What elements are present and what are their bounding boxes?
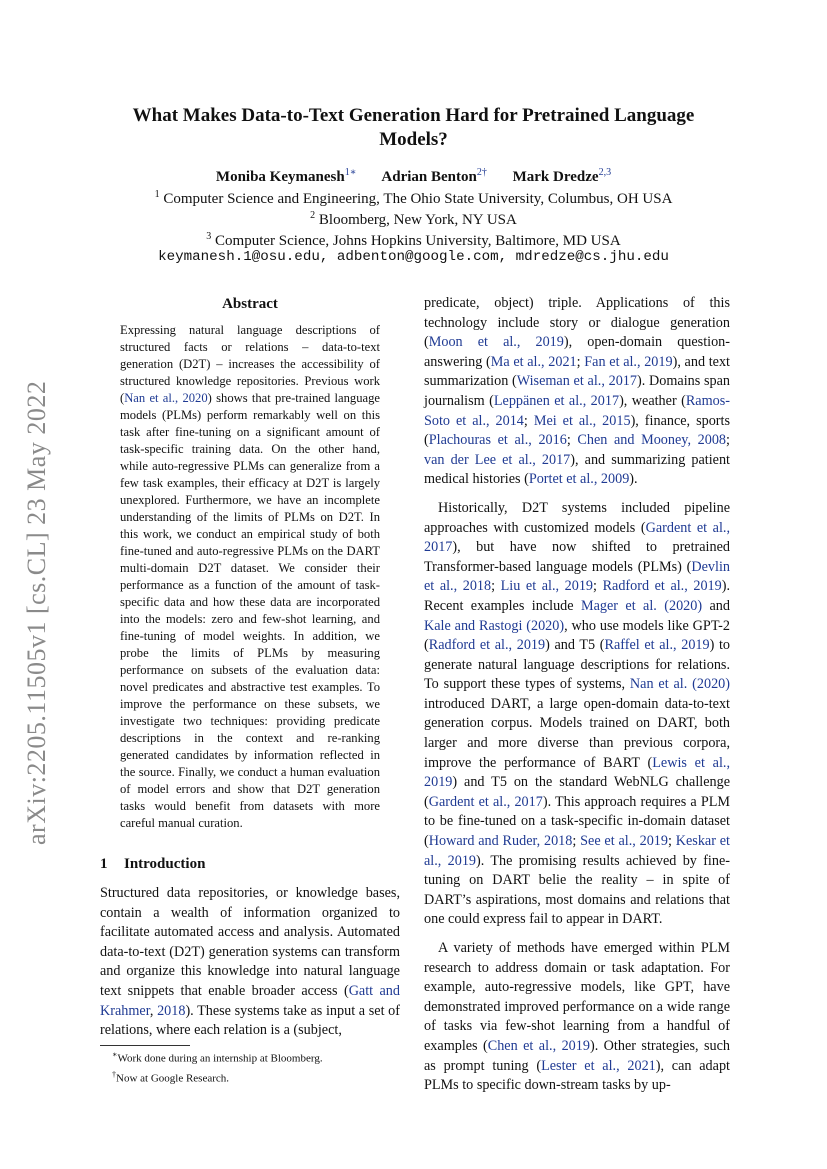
text-run: ; [668,833,676,850]
text-run: and [702,597,730,614]
author-affil-mark: 2,3 [598,167,612,178]
text-run: ). These systems take as input a set of relations, where each relation is a (subject, [100,1002,400,1039]
citation-link[interactable]: van der Lee et al., 2017 [424,451,571,468]
body-paragraph [424,939,730,1096]
citation-link[interactable]: Raffel et al., 2019 [604,637,710,654]
text-run: ; [523,412,534,429]
affiliation-text: Computer Science and Engineering, The Ohio State University, Columbus, OH USA [163,191,673,207]
citation-link[interactable]: Fan et al., 2019 [584,353,673,370]
text-run: ). Recent examples include [424,578,731,614]
text-run: A variety of methods have emerged within PLM research to address domain or task adaptation. For example, auto-regressive models, like GPT, have demonstrated improved performance on a wide range of tasks via few-shot learning from a handful of examples ( [424,940,730,1054]
text-run: ; [491,578,501,595]
author-list [100,163,727,187]
text-run: introduced DART, a large open-domain data-to-text generation corpus. Models trained on DART, both larger and more diverse than previous corpora, improve the performance of BART ( [424,695,730,771]
citation-link[interactable]: Wiseman et al., 2017 [516,373,637,390]
paper-title: What Makes Data-to-Text Generation Hard for Pretrained Language Models? [132,105,695,150]
text-run: Expressing natural language descriptions of structured facts or relations – data-to-text generation (D2T) – increases the accessibility of structured knowledge repositories. Previous work ( [120,323,380,405]
citation-link[interactable]: Lewis et al., 2019 [424,754,730,791]
footnote-text: Work done during an internship at Bloomberg. [117,1052,323,1065]
right-column [424,294,730,1105]
citation-link[interactable]: Gatt and Krahmer [100,982,400,1019]
text-run: ; [572,833,581,850]
text-run: ), and summarizing patient medical histories ( [424,451,730,488]
abstract-heading: Abstract [222,296,278,312]
footnote-text: Now at Google Research. [116,1072,230,1085]
citation-link[interactable]: Lester et al., 2021 [541,1057,656,1074]
citation-link[interactable]: See et al., 2019 [580,833,668,850]
citation-link[interactable]: Nan et al. (2020) [629,676,730,693]
text-run: ), open-domain question-answering ( [424,334,730,370]
author-emails: keymanesh.1@osu.edu, adbenton@google.com, mdredze@cs.jhu.edu [158,249,669,265]
text-run: ), but have now shifted to pretrained Transformer-based language models (PLMs) ( [424,539,730,575]
text-run: ; [576,353,585,370]
text-run: ). This approach requires a PLM to be fine-tuned on a task-specific in-domain dataset ( [424,793,730,850]
text-run: ). [629,471,638,488]
citation-link[interactable]: Howard and Ruder, 2018 [428,833,573,850]
citation-link[interactable]: Portet et al., 2009 [528,471,630,488]
footnote [112,1047,323,1067]
text-run: ), weather ( [619,392,686,409]
citation-link[interactable]: Nan et al., 2020 [124,391,208,405]
citation-link[interactable]: Mei et al., 2015 [533,412,631,429]
author-name: Adrian Benton [381,169,477,185]
author-affil-mark: 1∗ [344,167,357,178]
text-run: ; [566,432,578,449]
citation-link[interactable]: Gardent et al., 2017 [428,793,543,810]
text-run: ) and T5 ( [545,637,605,654]
abstract-body [120,322,380,832]
text-run: ), and text summarization ( [424,353,730,390]
citation-link[interactable]: Radford et al., 2019 [602,578,722,595]
author-affil-mark: 2† [476,167,487,178]
text-run: ) and T5 on the standard WebNLG challenge ( [424,774,730,810]
footnote-mark: † [112,1069,116,1079]
text-run: ), can adapt PLMs to specific down-stream tasks by up- [424,1057,730,1094]
affiliation-mark: 2 [310,210,316,221]
citation-link[interactable]: Mager et al. (2020) [580,597,703,614]
citation-link[interactable]: Chen and Mooney, 2008 [577,432,727,449]
citation-link[interactable]: Gardent et al., 2017 [424,519,730,556]
citation-link[interactable]: Kale and Rastogi (2020) [424,617,565,634]
footnote-rule [100,1045,190,1046]
text-run: ). Domains span journalism ( [424,373,730,409]
citation-link[interactable]: Moon et al., 2019 [428,334,564,351]
citation-link[interactable]: Plachouras et al., 2016 [428,432,567,449]
citation-link[interactable]: Ramos-Soto et al., 2014 [424,392,730,429]
body-paragraph [424,499,730,930]
citation-link[interactable]: Radford et al., 2019 [428,637,546,654]
citation-link[interactable]: Liu et al., 2019 [500,578,594,595]
author-name: Mark Dredze [512,169,599,185]
text-run: Historically, D2T systems included pipeline approaches with customized models ( [424,499,730,536]
citation-link[interactable]: Chen et al., 2019 [487,1037,590,1054]
footnote-mark: ∗ [112,1050,118,1059]
citation-link[interactable]: Leppänen et al., 2017 [493,392,620,409]
footnote [112,1067,323,1087]
text-run: ). The promising results achieved by fine-tuning on DART belie the reality – in spite of DART’s aspirations, most domains and relations that one could express fail to appear in DART. [424,852,730,928]
affiliation-text: Bloomberg, New York, NY USA [318,212,517,228]
section-heading [100,856,205,873]
author-name: Moniba Keymanesh [215,169,345,185]
text-run: ). Other strategies, such as prompt tuning ( [424,1037,730,1074]
affiliation-mark: 1 [154,189,160,200]
intro-paragraph [100,884,400,1041]
affiliation-text: Computer Science, Johns Hopkins University, Baltimore, MD USA [215,233,621,249]
arxiv-side-stamp: arXiv:2205.11505v1 [cs.CL] 23 May 2022 [22,380,51,845]
text-run: ), finance, sports ( [424,412,730,449]
text-run: ) shows that pre-trained language models (PLMs) perform remarkably well on this task after fine-tuning on a significant amount of task-specific training data. On the other hand, while auto-regressive PLMs can generalize from a few task examples, their efficacy at D2T is largely unexplored. Furthermore, we have an incomplete understanding of the limits of PLMs on D2T. In this work, we conduct an empirical study of both fine-tuned and auto-regressive PLMs on the DART multi-domain D2T dataset. We consider their performance as a function of the amount of task-specific data and how these data are incorporated into the models: zero and few-shot learning, and fine-tuning of model weights. In addition, we probe the limits of PLMs by measuring performance on subsets of the evaluation data: novel predicates and abstractive test examples. To improve the performance on these subsets, we investigate two techniques: providing predicate descriptions in the context and re-ranking generated candidates by information reflected in the source. Finally, we conduct a human evaluation of model errors and show that D2T generation tasks would benefit from datasets with more careful manual curation. [120,391,380,830]
affiliation-mark: 3 [206,231,212,242]
citation-link[interactable]: Keskar et al., 2019 [424,833,730,869]
section-number: 1 [100,856,108,872]
text-run: , who use models like GPT-2 ( [424,617,730,654]
text-run: , [149,1002,158,1019]
citation-link[interactable]: Devlin et al., 2018 [424,558,730,595]
citation-link[interactable]: Ma et al., 2021 [490,353,577,370]
text-run: ; [593,578,603,595]
section-title: Introduction [124,856,206,872]
citation-link[interactable]: 2018 [157,1002,186,1019]
text-run: ; [726,432,730,449]
body-paragraph [424,294,730,490]
text-run: Structured data repositories, or knowledge bases, contain a wealth of information organized to facilitate automated access and analysis. Automated data-to-text (D2T) generation systems can transform and organize this knowledge into natural language text snippets that enable broader access ( [100,885,400,999]
text-run: predicate, object) triple. Applications of this technology include story or dialogue generation ( [424,295,730,351]
text-run: ) to generate natural language descriptions for relations. To support these types of systems, [424,637,731,693]
footnotes [112,1047,323,1086]
